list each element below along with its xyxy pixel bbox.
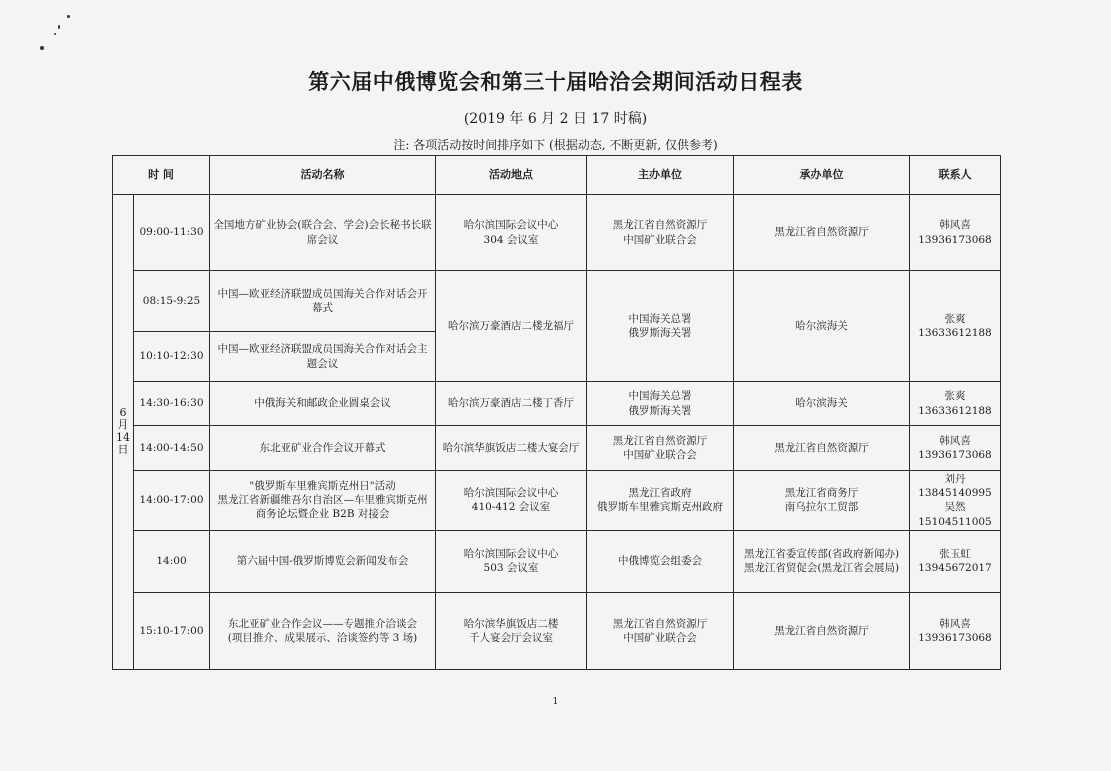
venue-cell: 哈尔滨华旗饭店二楼大宴会厅 [436,426,587,471]
document-note: 注: 各项活动按时间排序如下 (根据动态, 不断更新, 仅供参考) [393,138,718,152]
contact-cell: 韩风喜 13936173068 [910,426,1001,471]
venue-cell: 哈尔滨国际会议中心 304 会议室 [436,195,587,271]
host-cell: 黑龙江省自然资源厅 中国矿业联合会 [587,195,734,271]
document-title: 第六届中俄博览会和第三十届哈洽会期间活动日程表 [308,69,803,94]
organizer-cell: 黑龙江省自然资源厅 [734,195,910,271]
contact-cell: 张玉虹 13945672017 [910,530,1001,592]
document-subtitle: (2019 年 6 月 2 日 17 时稿) [463,111,648,127]
time-cell: 09:00-11:30 [134,195,210,271]
organizer-cell: 哈尔滨海关 [734,382,910,426]
organizer-cell: 哈尔滨海关 [734,271,910,382]
venue-cell: 哈尔滨华旗饭店二楼 千人宴会厅会议室 [436,592,587,669]
schedule-table [112,155,1001,670]
time-cell: 14:30-16:30 [134,382,210,426]
contact-cell: 刘丹 13845140995 吴然 15104511005 [910,471,1001,531]
venue-cell: 哈尔滨国际会议中心 410-412 会议室 [436,471,587,531]
contact-cell: 张爽 13633612188 [910,271,1001,382]
organizer-cell: 黑龙江省自然资源厅 [734,592,910,669]
host-cell: 中国海关总署 俄罗斯海关署 [587,271,734,382]
activity-cell: 中国—欧亚经济联盟成员国海关合作对话会开幕式 [210,271,436,332]
host-cell: 黑龙江省政府 俄罗斯车里雅宾斯克州政府 [587,471,734,531]
table-row [113,195,1001,271]
scan-speck [40,46,44,50]
date-cell [113,195,134,670]
time-cell: 08:15-9:25 [134,271,210,332]
scan-speck [67,15,70,18]
date-label: 6月14日 [116,405,130,457]
activity-cell: 全国地方矿业协会(联合会、学会)会长秘书长联席会议 [210,195,436,271]
organizer-cell: 黑龙江省商务厅 南乌拉尔工贸部 [734,471,910,531]
host-cell: 黑龙江省自然资源厅 中国矿业联合会 [587,426,734,471]
venue-cell: 哈尔滨万豪酒店二楼龙福厅 [436,271,587,382]
host-cell: 中国海关总署 俄罗斯海关署 [587,382,734,426]
header-organizer: 承办单位 [734,156,910,195]
header-host: 主办单位 [587,156,734,195]
venue-cell: 哈尔滨国际会议中心 503 会议室 [436,530,587,592]
contact-cell: 张爽 13633612188 [910,382,1001,426]
table-row [113,426,1001,471]
contact-cell: 韩风喜 13936173068 [910,195,1001,271]
host-cell: 黑龙江省自然资源厅 中国矿业联合会 [587,592,734,669]
table-row [113,592,1001,669]
host-cell: 中俄博览会组委会 [587,530,734,592]
time-cell: 15:10-17:00 [134,592,210,669]
table-row [113,382,1001,426]
activity-cell: 第六届中国-俄罗斯博览会新闻发布会 [210,530,436,592]
activity-cell: 中俄海关和邮政企业圆桌会议 [210,382,436,426]
venue-cell: 哈尔滨万豪酒店二楼丁香厅 [436,382,587,426]
table-header-row [113,156,1001,195]
activity-cell: 东北亚矿业合作会议开幕式 [210,426,436,471]
table-row [113,471,1001,531]
activity-cell: 东北亚矿业合作会议——专题推介洽谈会 (项目推介、成果展示、洽谈签约等 3 场) [210,592,436,669]
time-cell: 14:00-17:00 [134,471,210,531]
header-contact: 联系人 [910,156,1001,195]
table-row [113,271,1001,332]
page-number: 1 [552,697,559,707]
time-cell: 14:00 [134,530,210,592]
activity-cell: 中国—欧亚经济联盟成员国海关合作对话会主题会议 [210,332,436,382]
time-cell: 10:10-12:30 [134,332,210,382]
organizer-cell: 黑龙江省自然资源厅 [734,426,910,471]
time-cell: 14:00-14:50 [134,426,210,471]
scan-speck [58,25,60,29]
table-row [113,530,1001,592]
organizer-cell: 黑龙江省委宣传部(省政府新闻办) 黑龙江省贸促会(黑龙江省会展局) [734,530,910,592]
header-venue: 活动地点 [436,156,587,195]
header-time: 时 间 [113,156,210,195]
scan-speck [54,33,56,35]
contact-cell: 韩风喜 13936173068 [910,592,1001,669]
header-activity: 活动名称 [210,156,436,195]
activity-cell: "俄罗斯车里雅宾斯克州日"活动 黑龙江省新疆维吾尔自治区—车里雅宾斯克州商务论坛暨企业 B2B 对接会 [210,471,436,531]
